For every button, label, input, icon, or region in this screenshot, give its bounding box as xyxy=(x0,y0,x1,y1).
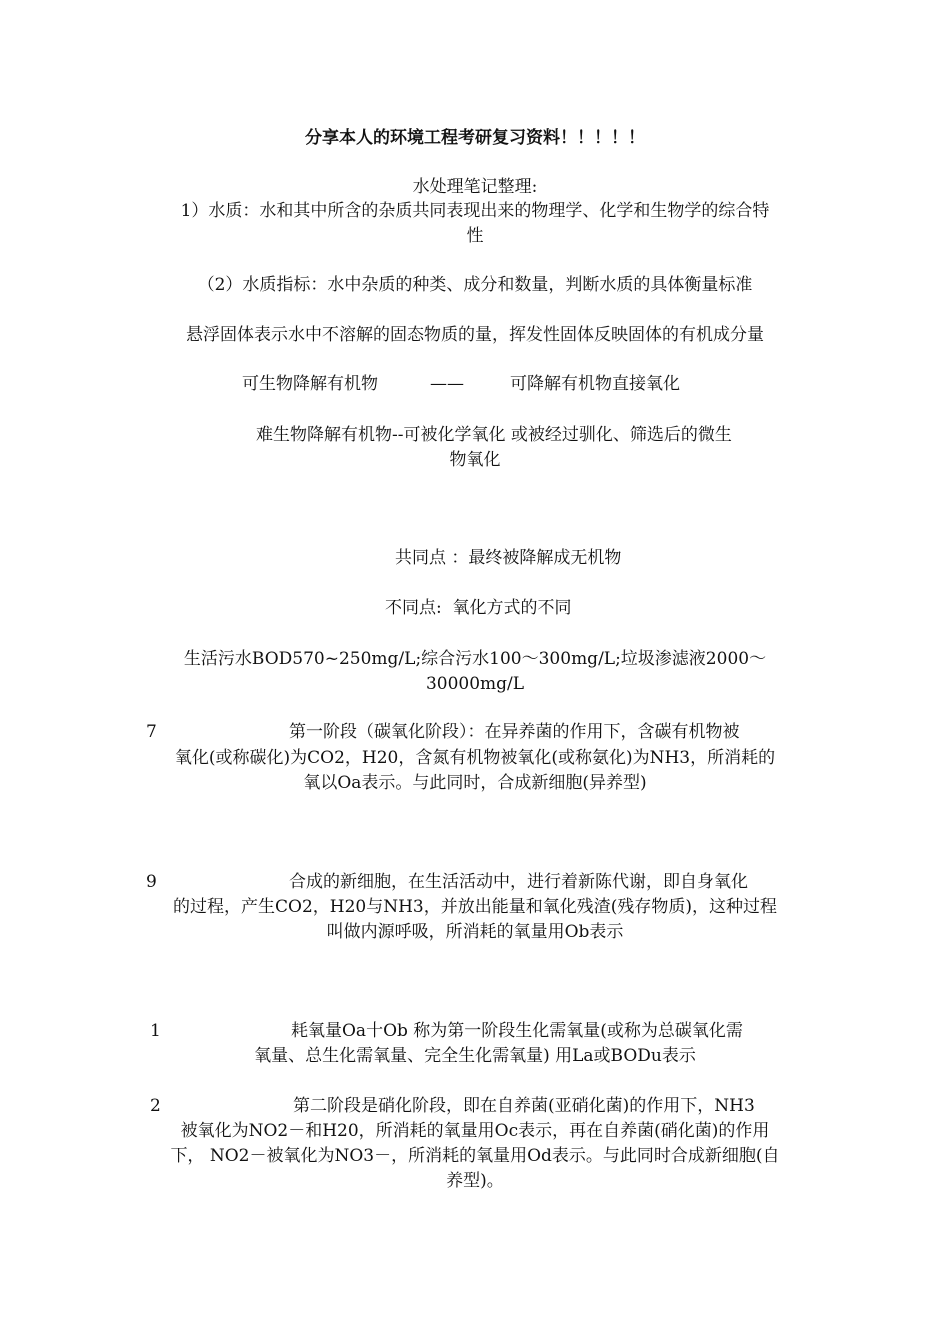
oxygen-consumption-line2: 氧量、总生化需氧量、完全生化需氧量) 用La或BODu表示 xyxy=(254,1046,696,1066)
endogenous-line2: 的过程，产生CO2，H20与NH3，并放出能量和氧化残渣(残存物质)，这种过程 xyxy=(173,897,777,917)
endogenous-line1: 合成的新细胞，在生活活动中，进行着新陈代谢，即自身氧化 xyxy=(289,872,748,892)
item-number-7: 7 xyxy=(146,722,157,742)
item-number-1: 1 xyxy=(150,1021,161,1041)
difference-line: 不同点: 氧化方式的不同 xyxy=(385,598,572,618)
paragraph-suspended-solids: 悬浮固体表示水中不溶解的固态物质的量，挥发性固体反映固体的有机成分量 xyxy=(186,325,764,345)
endogenous-line3: 叫做内源呼吸，所消耗的氧量用Ob表示 xyxy=(326,922,624,942)
non-biodegradable-line1: 难生物降解有机物--可被化学氧化 或被经过驯化、筛选后的微生 xyxy=(256,425,732,445)
nitrification-line3: 下， NO2－被氧化为NO3－，所消耗的氧量用Od表示。与此同时合成新细胞(自 xyxy=(170,1146,780,1166)
paragraph-water-quality-cont: 性 xyxy=(466,226,484,246)
nitrification-line2: 被氧化为NO2－和H20，所消耗的氧量用Oc表示，再在自养菌(硝化菌)的作用 xyxy=(180,1121,770,1141)
nitrification-line1: 第二阶段是硝化阶段，即在自养菌(亚硝化菌)的作用下，NH3 xyxy=(293,1096,755,1116)
item-number-2: 2 xyxy=(150,1096,161,1116)
nitrification-line4: 养型)。 xyxy=(446,1171,504,1191)
stage-one-line2: 氧化(或称碳化)为CO2，H20，含氮有机物被氧化(或称氨化)为NH3，所消耗的 xyxy=(174,748,776,768)
bod-values-line1: 生活污水BOD570~250mg/L;综合污水100～300mg/L;垃圾渗滤液2000～ xyxy=(183,649,767,669)
oxygen-consumption-line1: 耗氧量Oa十Ob 称为第一阶段生化需氧量(或称为总碳氧化需 xyxy=(291,1021,743,1041)
paragraph-water-quality: 1）水质：水和其中所含的杂质共同表现出来的物理学、化学和生物学的综合特 xyxy=(180,201,770,221)
non-biodegradable-line2: 物氧化 xyxy=(449,450,501,470)
paragraph-water-indicators: （2）水质指标：水中杂质的种类、成分和数量，判断水质的具体衡量标准 xyxy=(197,275,753,295)
stage-one-line3: 氧以Oa表示。与此同时，合成新细胞(异养型) xyxy=(303,773,647,793)
stage-one-line1: 第一阶段（碳氧化阶段）：在异养菌的作用下，含碳有机物被 xyxy=(289,722,740,742)
item-number-9: 9 xyxy=(146,872,157,892)
similarity-line: 共同点 ：最终被降解成无机物 xyxy=(395,548,622,568)
dash-separator: —— xyxy=(430,374,464,394)
document-title: 分享本人的环境工程考研复习资料！！！！！ xyxy=(305,128,645,148)
section-heading: 水处理笔记整理: xyxy=(412,177,538,197)
biodegradable-label: 可生物降解有机物 xyxy=(242,374,378,394)
biodegradable-desc: 可降解有机物直接氧化 xyxy=(510,374,680,394)
bod-values-line2: 30000mg/L xyxy=(425,674,525,694)
